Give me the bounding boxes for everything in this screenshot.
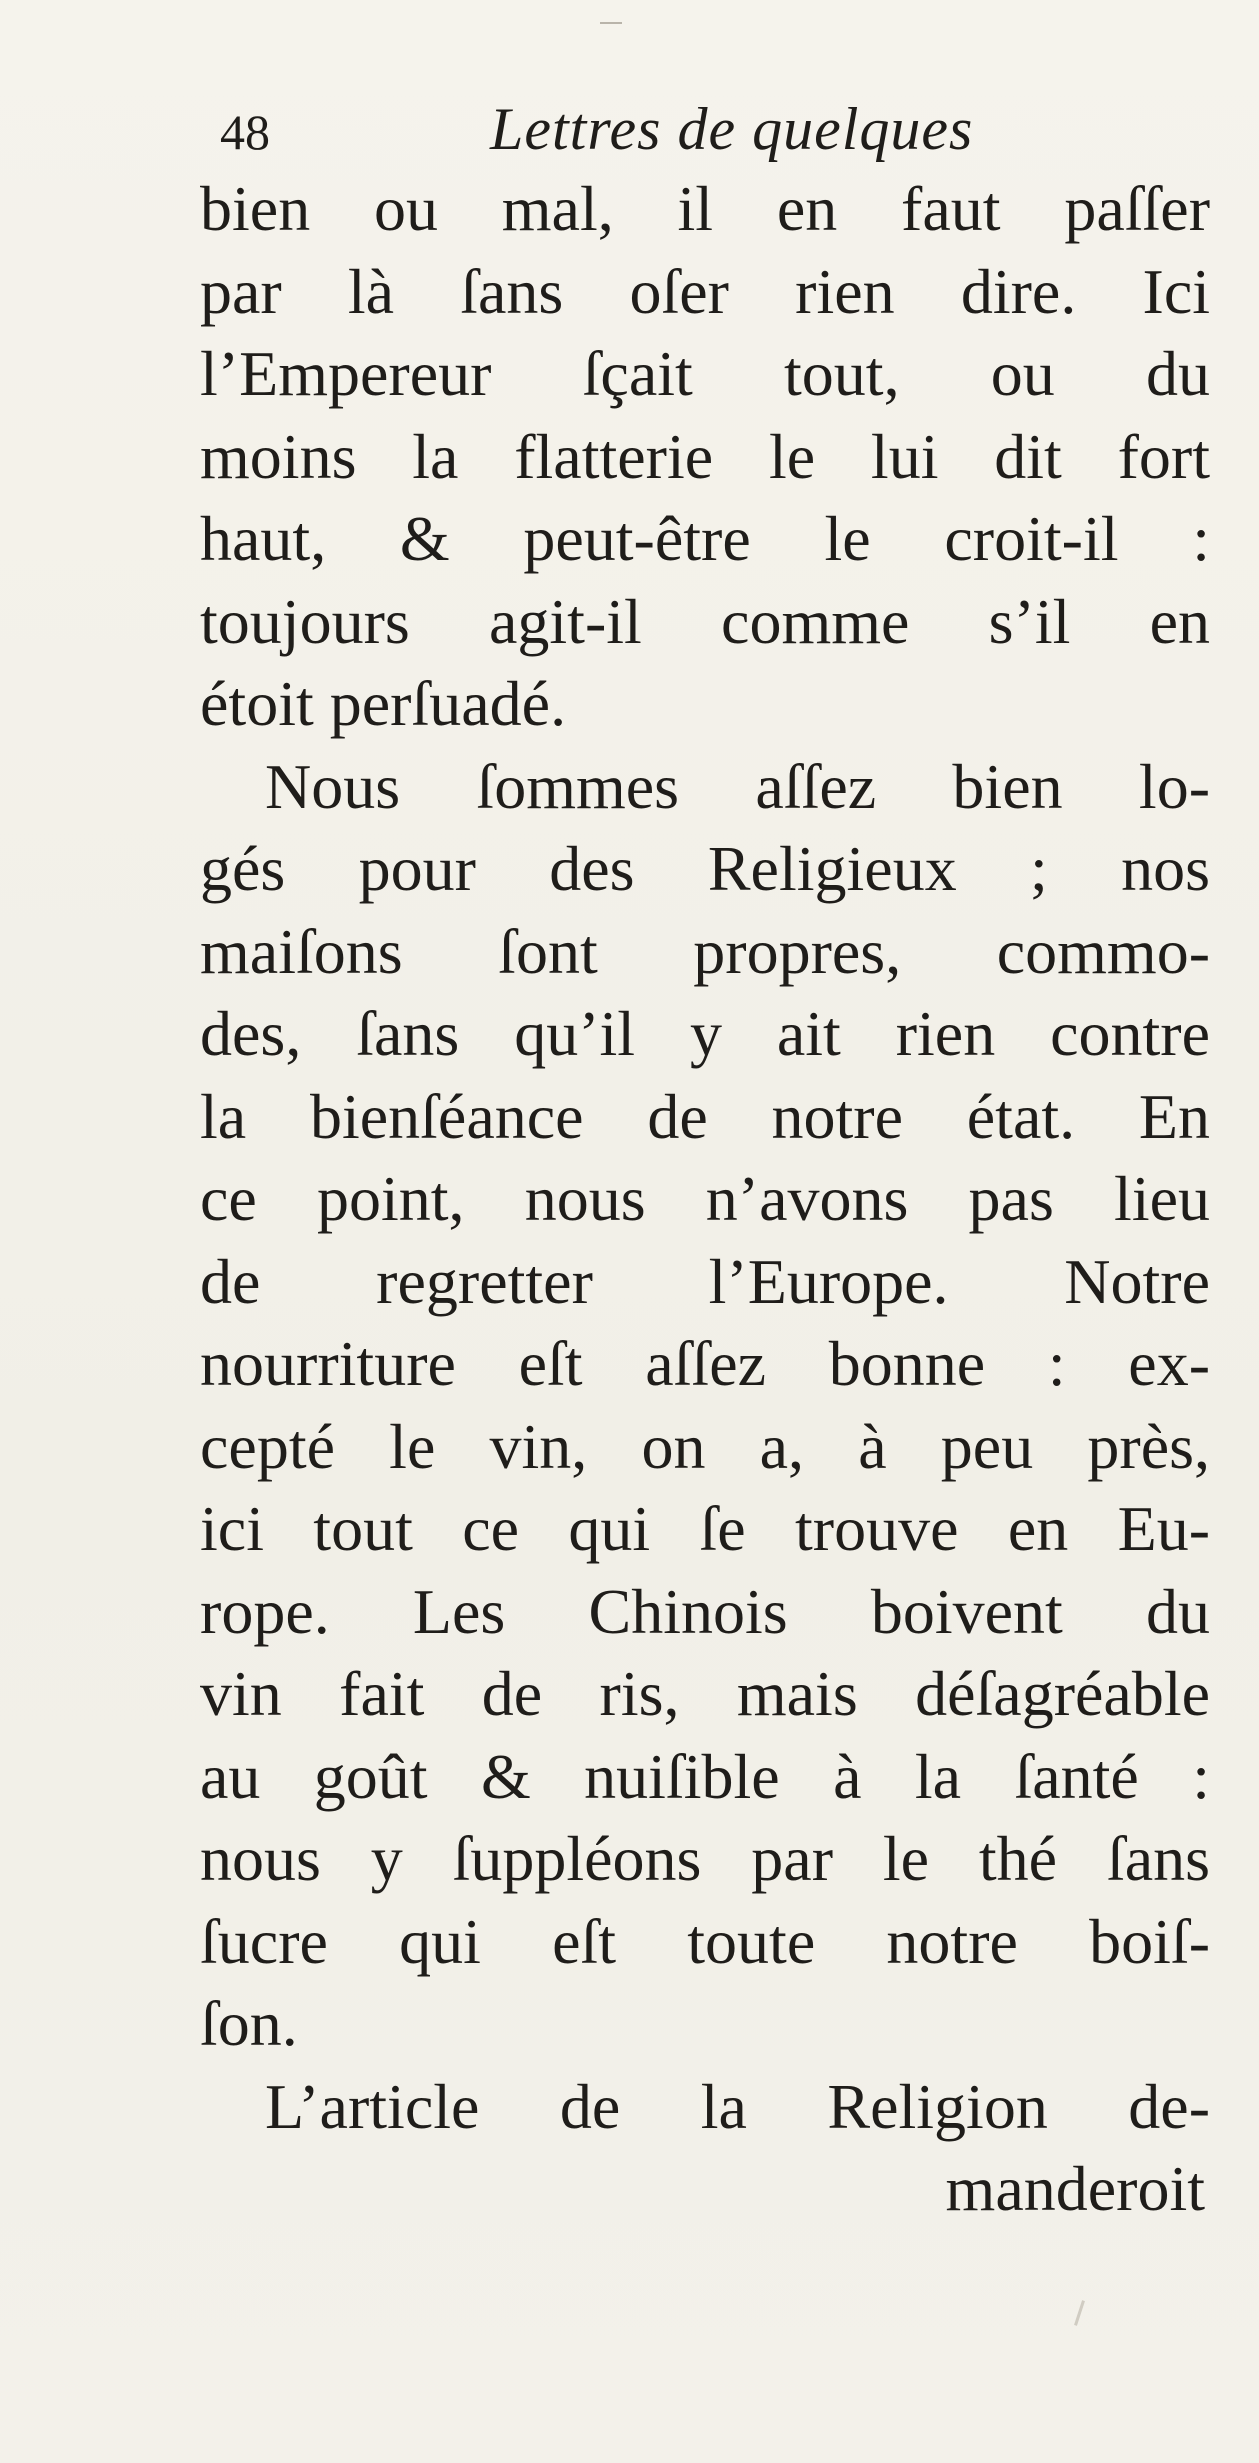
- page-number: 48: [220, 104, 270, 160]
- text-line: gés pour des Religieux ; nos: [200, 833, 1210, 904]
- text-line: rope. Les Chinois boivent du: [200, 1575, 1210, 1647]
- body-text: [200, 168, 1210, 2231]
- paragraph-end-line: étoit perſuadé.: [200, 668, 567, 739]
- text-line: bien ou mal, il en faut paſſer: [200, 173, 1210, 244]
- text-line: maiſons ſont propres, commo-: [200, 915, 1210, 987]
- text-line: moins la flatterie le lui dit fort: [200, 420, 1210, 492]
- text-line: ici tout ce qui ſe trouve en Eu-: [200, 1493, 1210, 1564]
- text-line: nourriture eſt aſſez bonne : ex-: [200, 1328, 1210, 1399]
- paragraph-end-line: ſon.: [200, 1988, 298, 2059]
- paragraph-start-line: Nous ſommes aſſez bien lo-: [265, 750, 1210, 822]
- text-line: ſucre qui eſt toute notre boiſ-: [200, 1905, 1210, 1977]
- text-line: des, ſans qu’il y ait rien contre: [200, 998, 1210, 1069]
- text-line: nous y ſuppléons par le thé ſans: [200, 1823, 1210, 1894]
- paragraph-start-line: L’article de la Religion de-: [265, 2070, 1210, 2142]
- catchword: manderoit: [945, 2153, 1205, 2224]
- page-edge-mark: [600, 22, 622, 24]
- running-title: Lettres de quelques: [490, 96, 974, 162]
- text-line: ce point, nous n’avons pas lieu: [200, 1163, 1210, 1234]
- text-line: la bienſéance de notre état. En: [200, 1080, 1210, 1152]
- text-line: toujours agit-il comme s’il en: [200, 585, 1210, 657]
- text-line: cepté le vin, on a, à peu près,: [200, 1410, 1210, 1482]
- text-line: au goût & nuiſible à la ſanté :: [200, 1740, 1210, 1812]
- text-line: haut, & peut-être le croit-il :: [200, 503, 1210, 574]
- running-head: [220, 95, 1120, 175]
- text-line: par là ſans oſer rien dire. Ici: [200, 255, 1210, 327]
- page-smudge: [1074, 2300, 1085, 2326]
- text-line: de regretter l’Europe. Notre: [200, 1245, 1210, 1317]
- text-line: vin fait de ris, mais déſagréable: [200, 1658, 1210, 1729]
- text-line: l’Empereur ſçait tout, ou du: [200, 338, 1210, 409]
